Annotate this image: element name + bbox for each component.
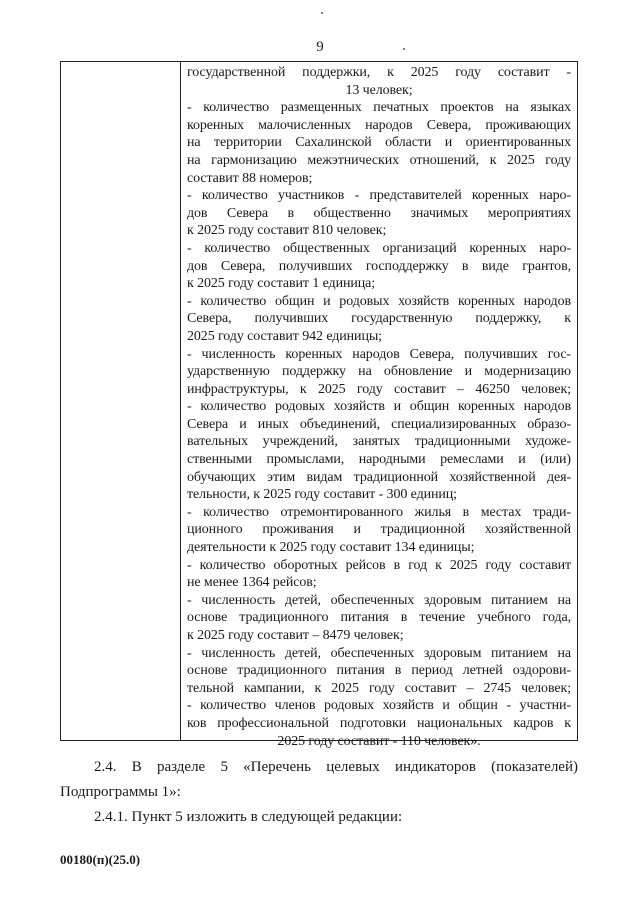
- table-text-line: тельной кампании, к 2025 году составит – 2745 человек;: [187, 680, 571, 696]
- table-text-line: - численность детей, обеспеченных здоровым питанием на: [187, 645, 571, 661]
- table-text-line: - количество участников - представителей коренных наро-: [187, 188, 571, 204]
- scan-speck: [321, 12, 323, 14]
- indicator-table: [60, 61, 578, 749]
- paragraph-line: 2.4.1. Пункт 5 изложить в следующей редакции:: [94, 809, 403, 825]
- table-column-divider: [180, 62, 181, 740]
- table-text-line: ционного проживания и традиционной хозяйственной: [187, 522, 571, 538]
- table-text-line: - количество общин и родовых хозяйств коренных народов: [187, 293, 571, 309]
- table-text-line: коренных малочисленных народов Севера, проживающих: [187, 117, 571, 133]
- table-text-line: к 2025 году составит – 8479 человек;: [187, 628, 404, 643]
- table-text-line: 2025 году составит 942 единицы;: [187, 328, 382, 344]
- table-text-line: на территории Сахалинской области и ориентированных: [187, 135, 571, 151]
- table-text-line: ков профессиональной подготовки национальных кадров к: [187, 715, 571, 731]
- table-text-line: к 2025 году составит 810 человек;: [187, 223, 387, 239]
- table-text-line: - количество оборотных рейсов в год к 2025 году составит: [187, 557, 571, 573]
- page-number: 9: [316, 39, 324, 55]
- table-text-line: к 2025 году составит 1 единица;: [187, 276, 376, 292]
- table-right-cell: [187, 64, 571, 750]
- table-text-line: инфраструктуры, к 2025 году составит – 46250 человек;: [187, 381, 571, 397]
- table-text-line: ударственную поддержку на обновление и модернизацию: [187, 364, 571, 380]
- table-text-line: основе традиционного питания в период летней оздорови-: [187, 663, 571, 679]
- table-text-line: Севера и иных объединений, специализированных образо-: [187, 416, 571, 432]
- document-code: 00180(п)(25.0): [60, 852, 141, 867]
- table-text-line: на гармонизацию межэтнических отношений, к 2025 году: [187, 152, 571, 168]
- table-text-line: составит 88 номеров;: [187, 170, 313, 186]
- table-text-line: Севера, получивших государственную поддержку, к: [187, 311, 571, 327]
- table-text-line: - количество членов родовых хозяйств и общин - участни-: [187, 698, 571, 714]
- table-text-line: ственными промыслами, народными ремеслами и (или): [187, 452, 571, 468]
- paragraph-line: Подпрограммы 1»:: [60, 784, 181, 800]
- table-text-line: - численность коренных народов Севера, получивших гос-: [187, 346, 571, 362]
- paragraph-2-4-1: [60, 808, 578, 826]
- table-text-line: обучающих этим видам традиционной хозяйственной дея-: [187, 469, 571, 485]
- paragraph-line: 2.4. В разделе 5 «Перечень целевых индикаторов (показателей): [94, 759, 578, 775]
- table-text-line: - количество размещенных печатных проектов на языках: [187, 100, 571, 116]
- table-text-line: - количество отремонтированного жилья в местах тради-: [187, 504, 571, 520]
- table-text-line: основе традиционного питания в течение учебного года,: [187, 610, 571, 626]
- table-text-line: тельности, к 2025 году составит - 300 единиц;: [187, 487, 457, 503]
- table-text-line: - количество общественных организаций коренных наро-: [187, 240, 571, 256]
- table-text-line: вательных учреждений, занятых традиционными художе-: [187, 434, 571, 450]
- paragraph-2-4: [60, 758, 578, 801]
- table-text-line: - количество родовых хозяйств и общин коренных народов: [187, 399, 571, 415]
- table-text-line: государственной поддержки, к 2025 году составит -: [187, 65, 571, 80]
- table-text-line: 13 человек;: [345, 82, 413, 98]
- table-text-line: деятельности к 2025 году составит 134 единицы;: [187, 540, 475, 556]
- table-text-line: - численность детей, обеспеченных здоровым питанием на: [187, 592, 571, 608]
- table-text-line: 2025 году составит - 110 человек».: [277, 733, 481, 749]
- table-text-line: дов Севера в общественно значимых мероприятиях: [187, 205, 571, 221]
- table-text-line: не менее 1364 рейсов;: [187, 575, 317, 591]
- table-text-line: дов Севера, получивших господдержку в виде грантов,: [187, 258, 571, 274]
